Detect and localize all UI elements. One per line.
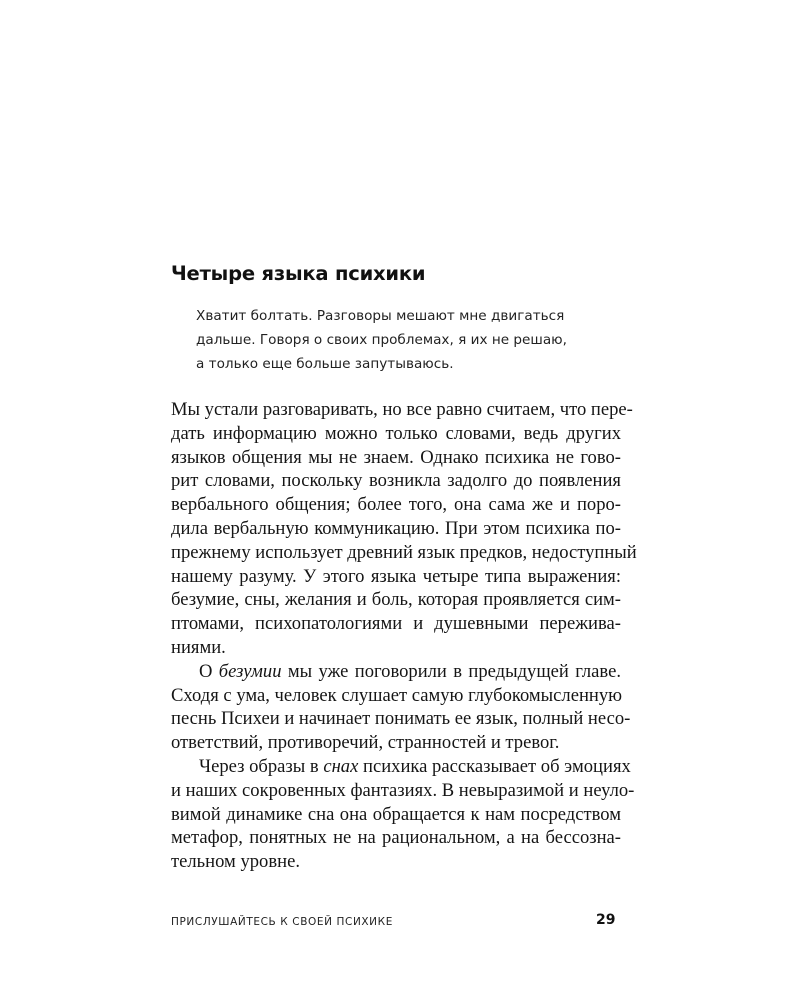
text-run: Через образы в [199, 755, 324, 777]
running-title: ПРИСЛУШАЙТЕСЬ К СВОЕЙ ПСИХИКЕ [171, 916, 393, 928]
section-heading: Четыре языка психики [171, 262, 426, 285]
body-line: рит словами, поскольку возникла задолго до появления [171, 470, 621, 492]
body-line: Сходя с ума, человек слушает самую глубокомысленную [171, 684, 623, 706]
text-run: О [199, 660, 219, 682]
body-line: ниями. [171, 636, 226, 658]
body-line: нашему разуму. У этого языка четыре типа выражения: [171, 565, 621, 587]
body-line: дила вербальную коммуникацию. При этом психика по- [171, 517, 621, 539]
body-line: песнь Психеи и начинает понимать ее язык, полный несо- [171, 708, 631, 730]
body-line: тельном уровне. [171, 851, 300, 873]
body-line: метафор, понятных не на рациональном, а на бессозна- [171, 827, 621, 849]
body-line: птомами, психопатологиями и душевными пережива- [171, 613, 621, 635]
body-line: дать информацию можно только словами, ведь других [171, 422, 621, 444]
body-line [171, 755, 631, 779]
emphasis-text: безумии [218, 660, 282, 682]
text-run: мы уже поговорили в предыдущей главе. [281, 660, 621, 682]
body-line: ответствий, противоречий, странностей и тревог. [171, 732, 560, 754]
body-line: вербального общения; более того, она сама же и поро- [171, 494, 621, 516]
body-line: вимой динамике сна она обращается к нам посредством [171, 803, 621, 825]
epigraph-line: а только еще больше запутываюсь. [196, 356, 454, 372]
body-line: и наших сокровенных фантазиях. В невыразимой и неуло- [171, 779, 635, 801]
emphasis-text: снах [323, 755, 359, 777]
body-line: безумие, сны, желания и боль, которая проявляется сим- [171, 589, 621, 611]
body-line [171, 660, 621, 684]
body-line: прежнему использует древний язык предков, недоступный [171, 541, 637, 563]
text-run: психика рассказывает об эмоциях [358, 755, 631, 777]
body-text [171, 398, 637, 874]
body-line: языков общения мы не знаем. Однако психика не гово- [171, 446, 621, 468]
epigraph-line: Хватит болтать. Разговоры мешают мне двигаться [196, 308, 565, 324]
epigraph-line: дальше. Говоря о своих проблемах, я их не решаю, [196, 332, 567, 348]
page-number: 29 [596, 912, 616, 928]
epigraph [196, 304, 616, 376]
body-line: Мы устали разговаривать, но все равно считаем, что пере- [171, 399, 633, 420]
